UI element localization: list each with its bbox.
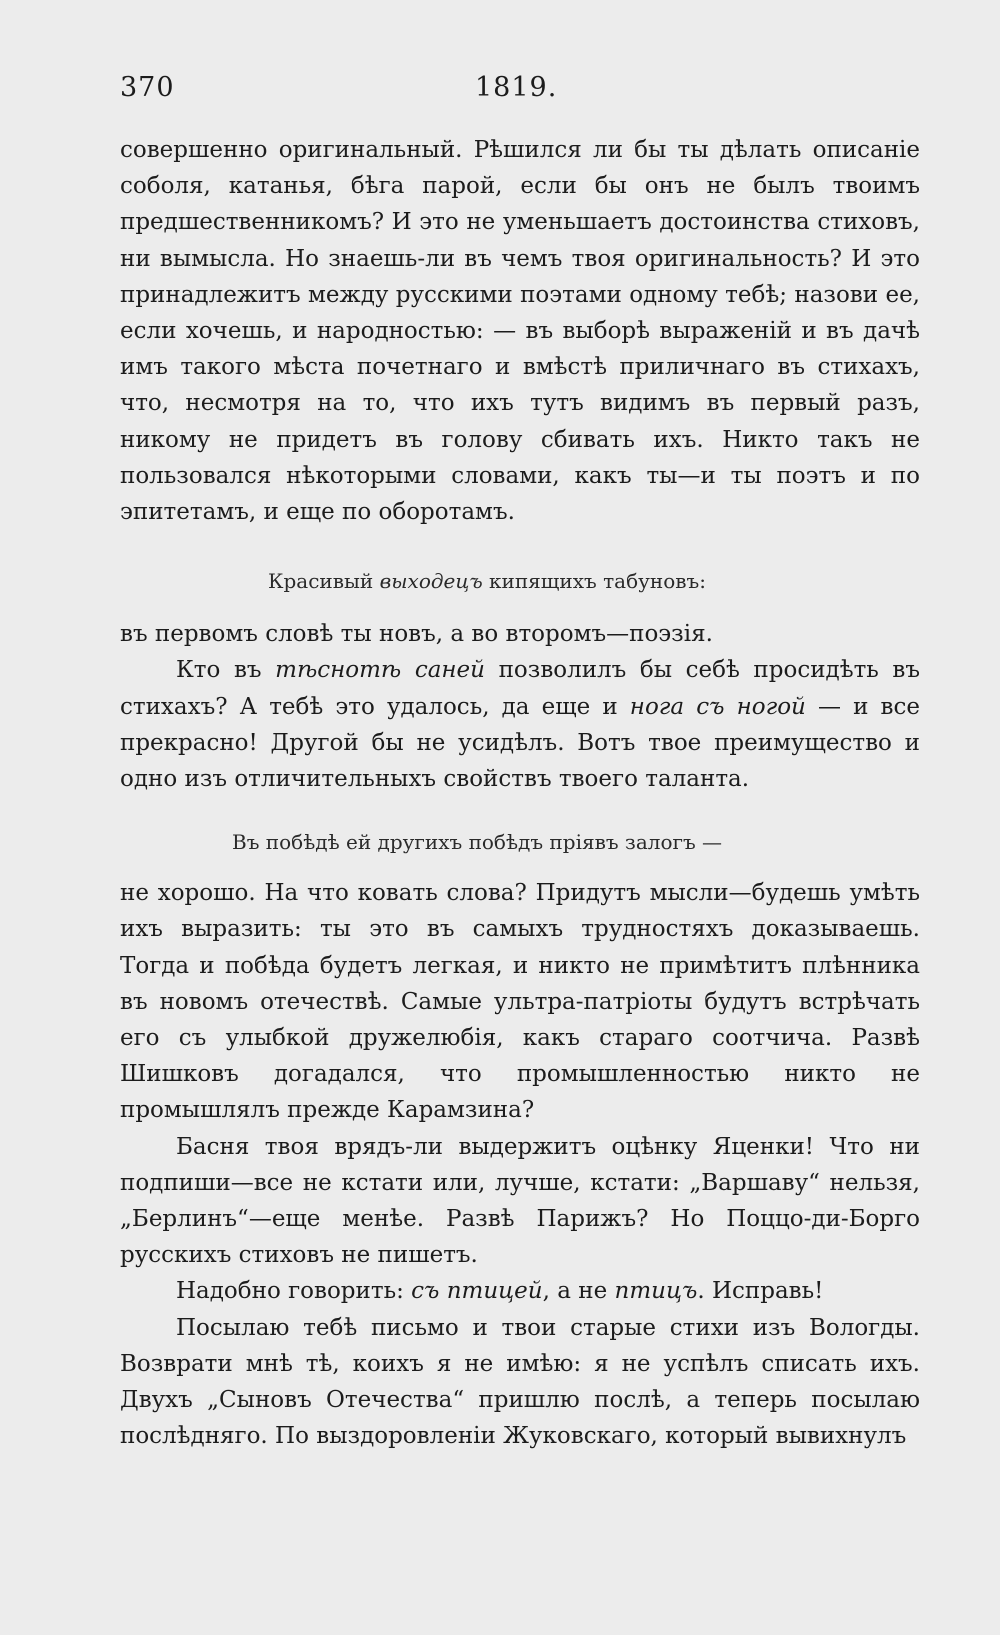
verse-quote-2: Въ побѣдѣ ей другихъ побѣдъ пріявъ залогъ — [232, 830, 723, 855]
paragraph-6-emphasis-2: птицъ [614, 1278, 698, 1305]
page-number: 370 [120, 72, 175, 103]
paragraph-3-emphasis-2: нога съ ногой [629, 693, 806, 720]
paragraph-6-part-b: , а не [542, 1278, 615, 1305]
verse-quote-1-emphasis: выходецъ [379, 569, 483, 594]
paragraph-3 [120, 652, 920, 797]
paragraph-4: не хорошо. На что ковать слова? Придутъ мысли—будешь умѣть ихъ выразить: ты это въ самыхъ трудностяхъ доказываешь. Тогда и побѣда будетъ легкая, и никто не примѣтитъ плѣнника въ новомъ отечествѣ. Самые ультра-патріоты будутъ встрѣчать его съ улыбкой дружелюбія, какъ стараго соотчича. Развѣ Шишковъ догадался, что промышленностью никто не промышлялъ прежде Карамзина? [120, 880, 920, 1124]
paragraph-1: совершенно оригинальный. Рѣшился ли бы ты дѣлать описаніе соболя, катанья, бѣга парой, если бы онъ не былъ твоимъ предшественникомъ? И это не уменьшаетъ достоинства стиховъ, ни вымысла. Но знаешь-ли въ чемъ твоя оригинальность? И это принадлежитъ между русскими поэтами одному тебѣ; назови ее, если хочешь, и народностью: — въ выборѣ выраженій и въ дачѣ имъ такого мѣста почетнаго и вмѣстѣ приличнаго въ стихахъ, что, несмотря на то, что ихъ тутъ видимъ въ первый разъ, никому не придетъ въ голову сбивать ихъ. Никто такъ не пользовался нѣкоторыми словами, какъ ты—и ты поэтъ и по эпитетамъ, и еще по оборотамъ. [120, 137, 920, 526]
paragraph-5: Басня твоя врядъ-ли выдержитъ оцѣнку Яценки! Что ни подпиши—все не кстати или, лучше, кстати: „Варшаву“ нельзя, „Берлинъ“—еще менѣе. Развѣ Парижъ? Но Поццо-ди-Борго русскихъ стиховъ не пишетъ. [120, 1133, 920, 1269]
paragraph-3-part-b: позволилъ бы себѣ просидѣть въ стихахъ? А тебѣ это удалось, да еще и [120, 657, 920, 720]
paragraph-3-part-a: Кто въ [176, 657, 276, 684]
verse-quote-1 [120, 566, 920, 596]
paragraph-6-emphasis-1: съ птицей [411, 1278, 543, 1305]
paragraph-3-part-c: — и все прекрасно! Другой бы не усидѣлъ. Вотъ твое преимущество и одно изъ отличительныхъ свойствъ твоего таланта. [120, 693, 920, 793]
running-head-year: 1819. [475, 72, 558, 103]
paragraph-6-part-c: . Исправь! [697, 1278, 824, 1305]
paragraph-3-emphasis-1: тѣснотѣ саней [275, 657, 485, 684]
verse-quote-1-start: Красивый [268, 569, 380, 594]
paragraph-6 [120, 1273, 920, 1309]
paragraph-6-part-a: Надобно говорить: [176, 1278, 412, 1305]
page-body [120, 132, 920, 1455]
verse-quote-1-end: кипящихъ табуновъ: [482, 569, 706, 594]
page-header [120, 62, 920, 114]
paragraph-7: Посылаю тебѣ письмо и твои старые стихи изъ Вологды. Возврати мнѣ тѣ, коихъ я не имѣю: я не успѣлъ списать ихъ. Двухъ „Сыновъ Отечества“ пришлю послѣ, а теперь посылаю послѣдняго. По выздоровленіи Жуковскаго, который вывихнулъ [120, 1314, 920, 1450]
paragraph-2: въ первомъ словѣ ты новъ, а во второмъ—поэзія. [120, 621, 713, 648]
